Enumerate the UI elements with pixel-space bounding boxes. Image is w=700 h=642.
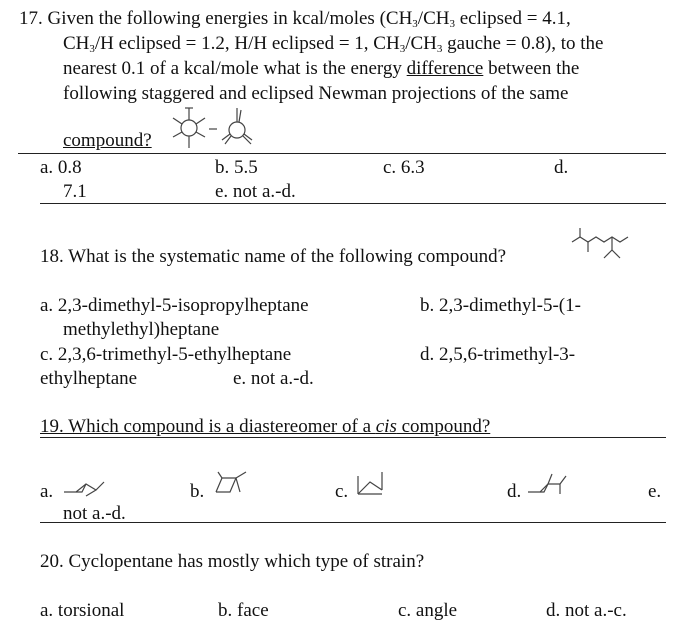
q18-choice-d: d. 2,5,6-trimethyl-3- (420, 344, 576, 365)
q18-choice-b: b. 2,3-dimethyl-5-(1- (420, 295, 581, 316)
q20-question: 20. Cyclopentane has mostly which type of strain? (40, 551, 425, 572)
q19-question: 19. Which compound is a diastereomer of a cis compound? (40, 416, 491, 437)
q17-line-3: nearest 0.1 of a kcal/mole what is the energy difference between the (63, 58, 580, 79)
q19-structure-c (352, 468, 388, 498)
q20-choice-c: c. angle (398, 600, 458, 621)
q17-line-4: following staggered and eclipsed Newman projections of the same (63, 83, 569, 104)
q20-choice-d: d. not a.-c. (546, 600, 627, 621)
q17-choice-e: e. not a.-d. (215, 181, 296, 202)
q17-line-2: $CH_3/H$ eclipsed = 1.2, H/H eclipsed = 1, $CH_3/CH_3$ gauche = 0.8), to the (63, 33, 604, 55)
q18-choice-b-continued: methylethyl)heptane (63, 319, 220, 340)
q17-choice-a-continued: 7.1 (63, 181, 87, 202)
q19-divider-top (40, 437, 666, 438)
q19-divider-bottom (40, 522, 666, 523)
q17-divider-bottom (40, 203, 666, 204)
q19-choice-b: b. (190, 481, 205, 502)
q19-choice-a: a. (40, 481, 54, 502)
q17-choice-a: a. 0.8 (40, 157, 82, 178)
q18-skeletal-structure (570, 226, 632, 264)
q17-choice-c: c. 6.3 (383, 157, 425, 178)
q18-choice-e: e. not a.-d. (233, 368, 314, 389)
q17-choice-d: d. (554, 157, 569, 178)
staggered-newman-projection (173, 108, 205, 148)
q18-question: 18. What is the systematic name of the following compound? (40, 246, 507, 267)
q18-choice-d-continued: ethylheptane (40, 368, 138, 389)
q19-structure-a (62, 476, 110, 498)
q19-choice-d: d. (507, 481, 522, 502)
q17-line-5: compound? (63, 130, 152, 151)
newman-projections-figure (165, 104, 265, 152)
q19-choice-e: e. (648, 481, 662, 502)
q19-structure-b (210, 470, 250, 498)
eclipsed-newman-projection (222, 108, 252, 144)
q17-divider-top (18, 153, 666, 154)
q20-choice-b: b. face (218, 600, 269, 621)
q18-choice-c: c. 2,3,6-trimethyl-5-ethylheptane (40, 344, 292, 365)
q18-choice-a: a. 2,3-dimethyl-5-isopropylheptane (40, 295, 309, 316)
q19-choice-c: c. (335, 481, 349, 502)
q19-structure-d (526, 472, 570, 498)
q20-choice-a: a. torsional (40, 600, 125, 621)
q19-choice-e-continued: not a.-d. (63, 503, 126, 524)
q17-line-1: 17. Given the following energies in kcal/moles ($CH_3/CH_3$ eclipsed = 4.1, (19, 8, 571, 30)
q17-choice-b: b. 5.5 (215, 157, 258, 178)
